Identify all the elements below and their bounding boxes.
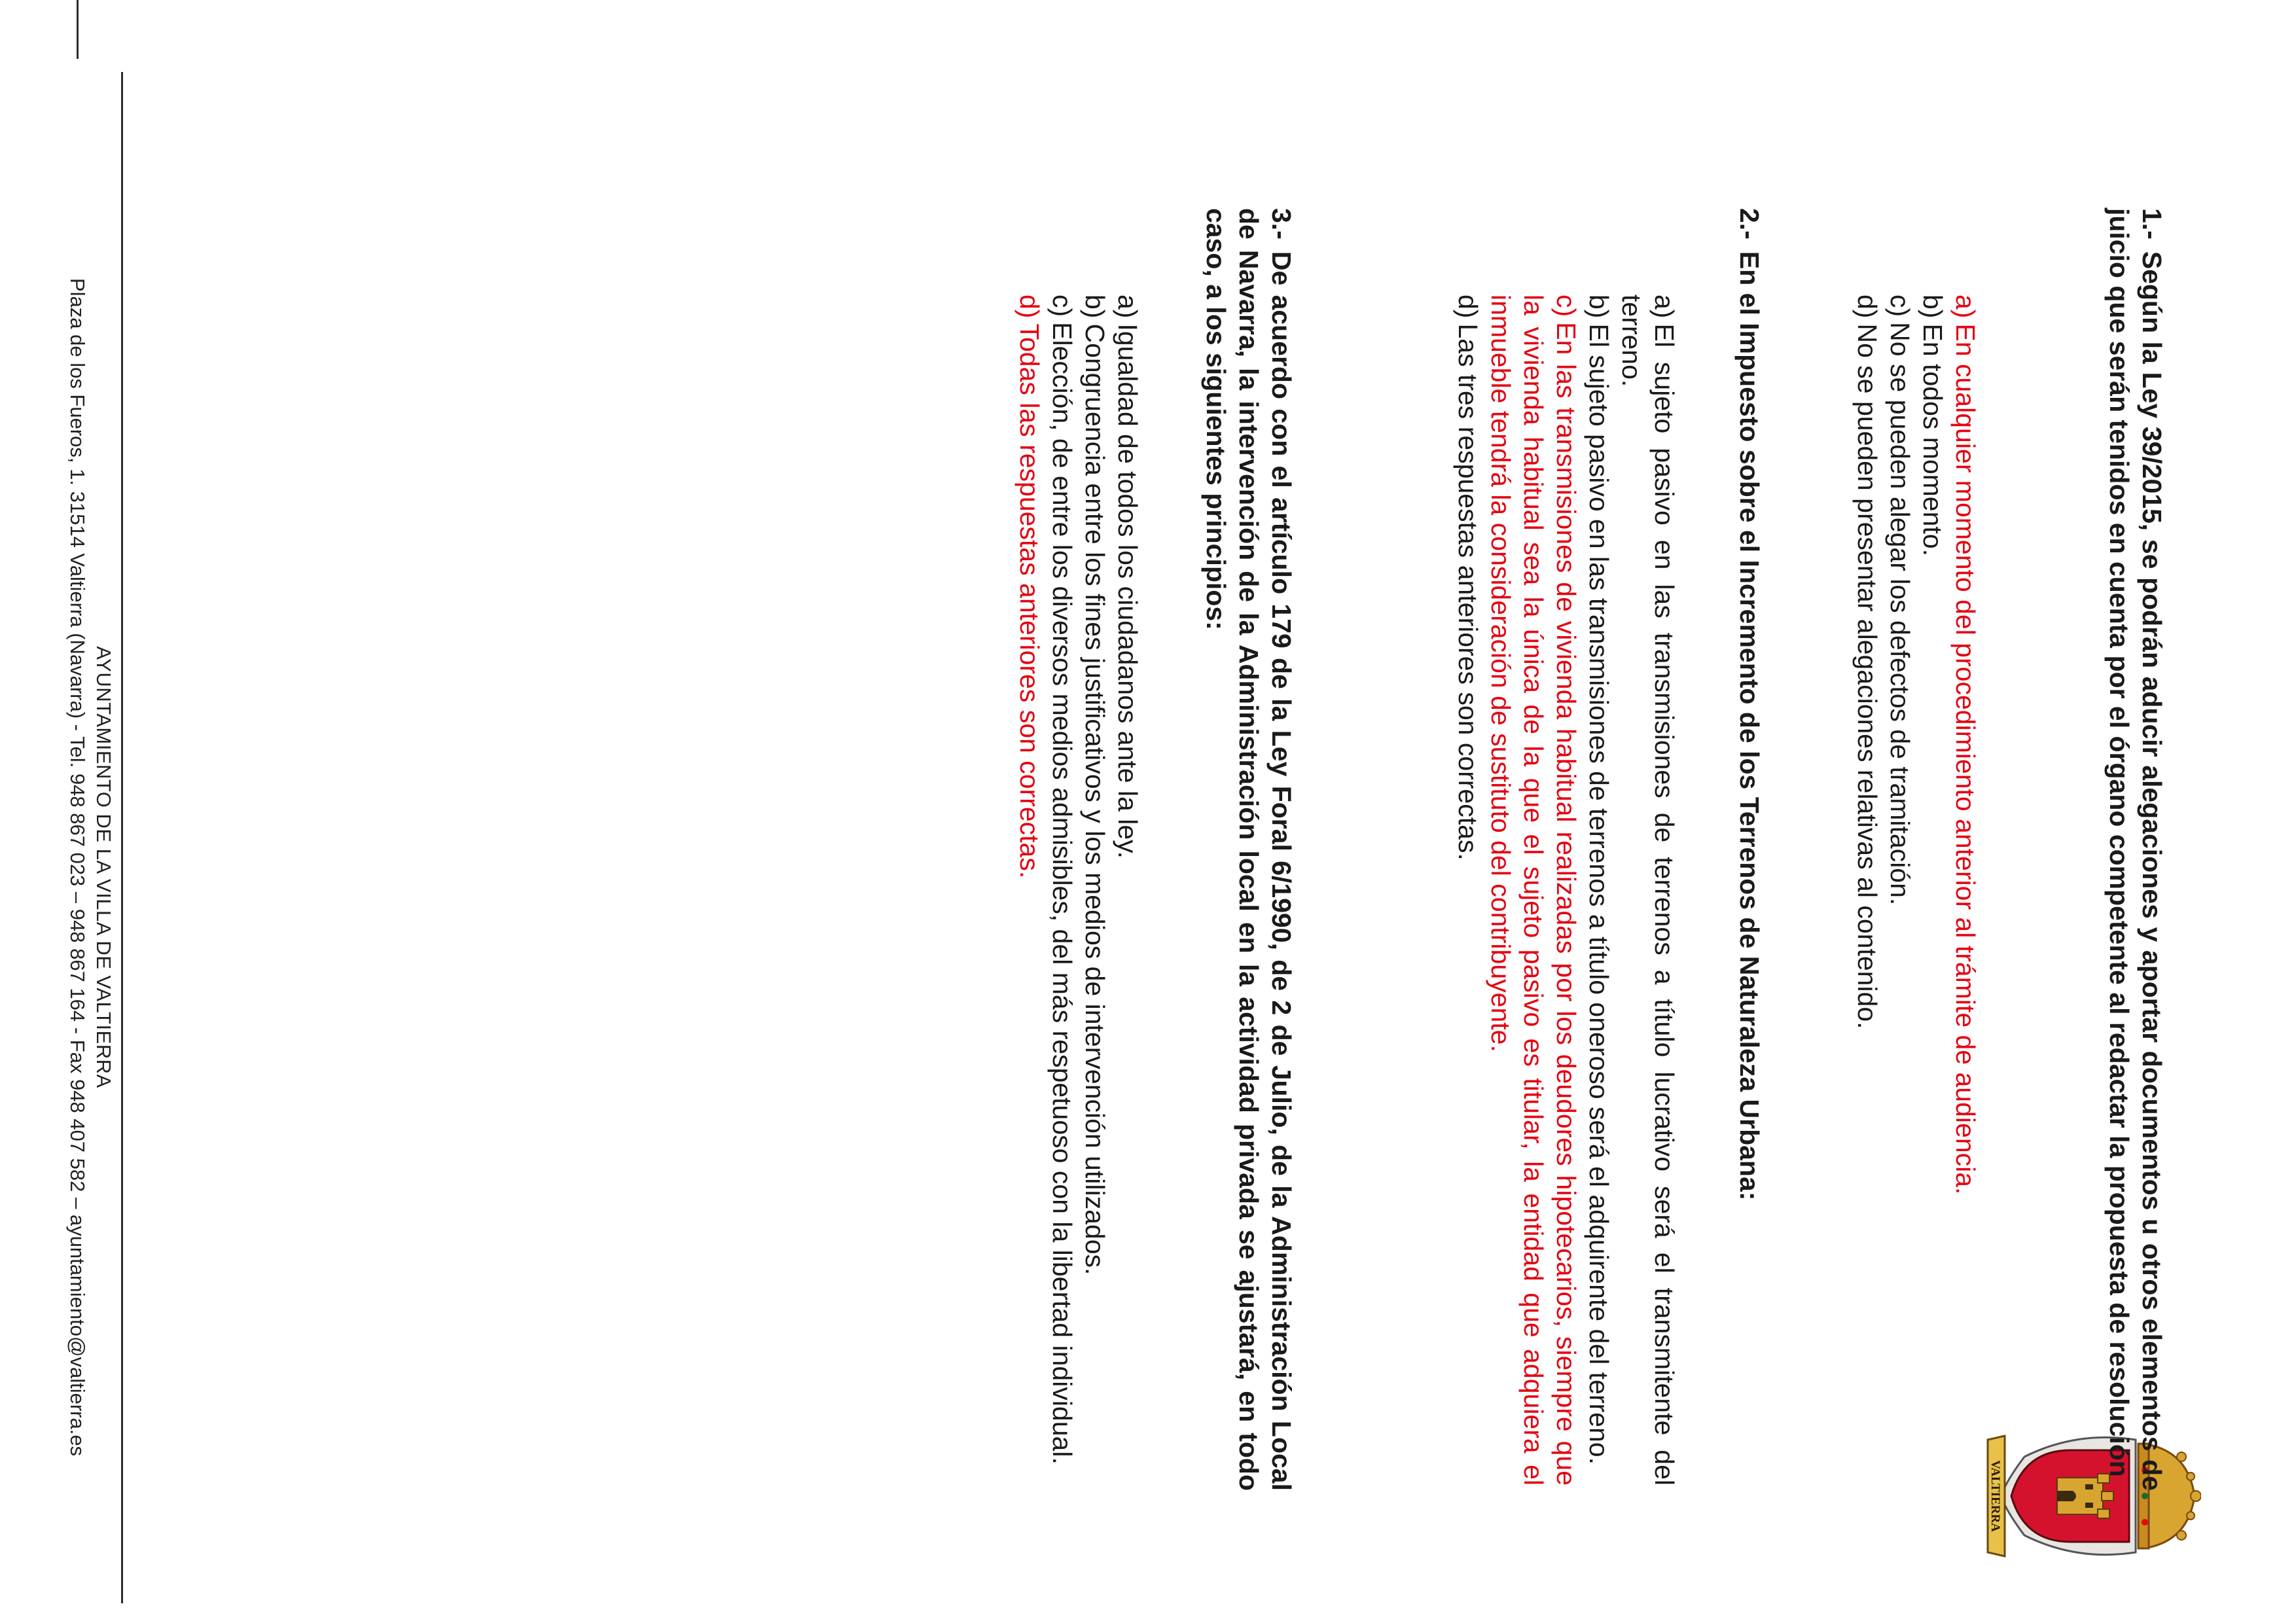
answer-text: El sujeto pasivo en las transmisiones de terrenos a título lucrativo será el transmitente del terreno.: [1617, 294, 1679, 1486]
answer-3a: [1111, 294, 1144, 1486]
question-1: [2103, 208, 2168, 1491]
answer-text: En cualquier momento del procedimiento anterior al trámite de audiencia.: [1950, 323, 1981, 1195]
answer-1d: [1851, 294, 1884, 1486]
answer-letter: a): [1113, 294, 1143, 319]
question-number: 2.-: [1734, 208, 1765, 240]
footer-divider-short: [77, 0, 79, 59]
answer-letter: a): [1950, 294, 1981, 319]
question-text: Según la Ley 39/2015, se podrán aducir alegaciones y aportar documentos u otros elementos de juicio que serán tenidos en cuenta por el órgano competente al redactar la propuesta de resolución: [2104, 208, 2167, 1491]
answer-1a: [1949, 294, 1982, 1486]
answer-text: En las transmisiones de vivienda habitual realizadas por los deudores hipotecarios, siempre que la vivienda habitual sea la única de la que el sujeto pasivo es titular, la entidad que adquiera el inmueble tendrá la consideración de sustituto del contribuyente.: [1486, 294, 1581, 1486]
answer-letter: c): [1047, 294, 1077, 317]
answer-text: Elección, de entre los diversos medios admisibles, del más respetuoso con la libertad individual.: [1047, 322, 1077, 1465]
answer-text: Todas las respuestas anteriores son correctas.: [1014, 323, 1045, 879]
answer-text: El sujeto pasivo en las transmisiones de terrenos a título oneroso será el adquirente del terreno.: [1584, 323, 1614, 1465]
answer-letter: a): [1649, 294, 1679, 319]
answer-letter: c): [1551, 294, 1581, 317]
answer-3d: [1013, 294, 1046, 1486]
answer-letter: d): [1453, 294, 1483, 319]
valtierra-coat-of-arms: [1985, 1431, 2201, 1561]
question-2: [1733, 208, 1766, 1491]
answer-3c: [1046, 294, 1079, 1486]
answer-letter: c): [1885, 294, 1915, 317]
answer-text: No se pueden alegar los defectos de tramitación.: [1885, 322, 1915, 906]
crest-banner-text: VALTIERRA: [1988, 1460, 2002, 1532]
answer-text: Congruencia entre los fines justificativos y los medios de intervención utilizados.: [1080, 323, 1110, 1275]
question-text: De acuerdo con el artículo 179 de la Ley Foral 6/1990, de 2 de Julio, de la Administración Local de Navarra, la intervención de la Administración local en la actividad privada se ajustará, en todo caso, a los siguientes principios:: [1201, 208, 1297, 1491]
footer-divider: [121, 72, 123, 1603]
answer-2c: [1484, 294, 1583, 1486]
question-number: 1.-: [2137, 208, 2167, 240]
answer-letter: b): [1080, 294, 1110, 319]
answer-text: En todos momento.: [1918, 323, 1948, 556]
letterhead-footer: [64, 131, 117, 1603]
answer-letter: d): [1852, 294, 1882, 319]
answer-text: No se pueden presentar alegaciones relativas al contenido.: [1852, 323, 1882, 1029]
answer-2a: [1615, 294, 1681, 1486]
answer-letter: b): [1918, 294, 1948, 319]
answer-letter: d): [1014, 294, 1045, 319]
question-text: En el Impuesto sobre el Incremento de los Terrenos de Naturaleza Urbana:: [1734, 251, 1765, 1201]
answer-2b: [1583, 294, 1615, 1486]
answer-1c: [1884, 294, 1916, 1486]
footer-organization: AYUNTAMIENTO DE LA VILLA DE VALTIERRA: [92, 646, 115, 1088]
answer-text: Las tres respuestas anteriores son correctas.: [1453, 323, 1483, 861]
question-3: [1200, 208, 1298, 1491]
answer-2d: [1452, 294, 1484, 1486]
footer-address: Plaza de los Fueros, 1. 31514 Valtierra (Navarra) - Tel. 948 867 023 – 948 867 164 - Fax 948 407 582 – ayuntamiento@valtierra.es: [66, 277, 89, 1457]
answer-list-1: [1851, 294, 1982, 1486]
answer-text: Igualdad de todos los ciudadanos ante la ley.: [1113, 323, 1143, 859]
question-number: 3.-: [1266, 208, 1297, 240]
answer-1b: [1916, 294, 1949, 1486]
answer-3b: [1079, 294, 1111, 1486]
answer-list-3: [1013, 294, 1144, 1486]
answer-list-2: [1452, 294, 1681, 1486]
answer-letter: b): [1584, 294, 1614, 319]
